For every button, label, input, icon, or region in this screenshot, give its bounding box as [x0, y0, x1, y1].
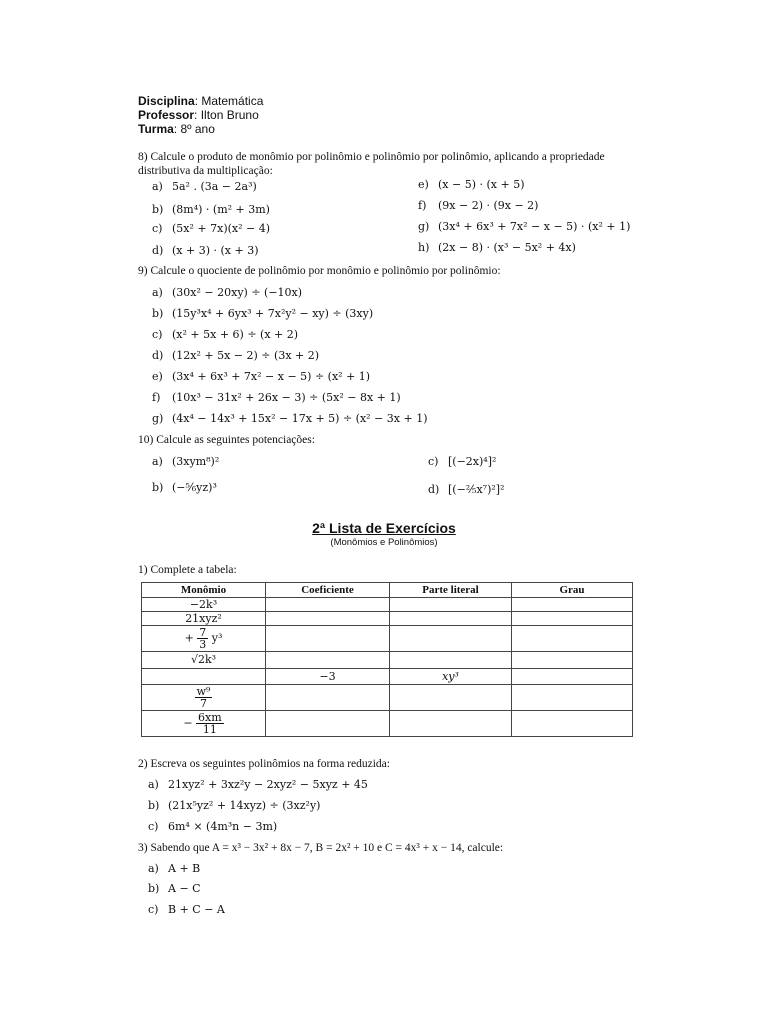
- professor-label: Professor: [138, 108, 195, 122]
- item-expression: [(−2x)⁴]²: [448, 455, 497, 468]
- cell-grau[interactable]: [512, 598, 633, 612]
- table-row: [142, 598, 633, 612]
- cell-monomio: [142, 685, 266, 711]
- question-2: [138, 757, 650, 771]
- item-label: g): [418, 220, 430, 233]
- item-expression: (x + 3) · (x + 3): [172, 244, 259, 257]
- item-expression: (10x³ − 31x² + 26x − 3) ÷ (5x² − 8x + 1): [172, 391, 401, 404]
- fraction-numerator: w⁹: [196, 685, 211, 698]
- item-label: c): [152, 222, 163, 235]
- cell-literal[interactable]: [390, 626, 512, 652]
- cell-grau[interactable]: [512, 711, 633, 737]
- item-expression: 21xyz² + 3xz²y − 2xyz² − 5xyz + 45: [168, 778, 368, 791]
- question-number: 1): [138, 564, 148, 576]
- fraction-denominator: 11: [202, 723, 217, 736]
- cell-coef[interactable]: [266, 711, 390, 737]
- cell-grau[interactable]: [512, 669, 633, 685]
- q3-item-a: [148, 862, 200, 875]
- q10-item-d: [428, 483, 504, 496]
- item-expression: (x − 5) · (x + 5): [438, 178, 525, 191]
- item-label: b): [152, 307, 164, 320]
- item-expression: (3x⁴ + 6x³ + 7x² − x − 5) ÷ (x² + 1): [172, 370, 371, 383]
- item-expression: (15y³x⁴ + 6yx³ + 7x²y² − xy) ÷ (3xy): [172, 307, 374, 320]
- question-10: [138, 433, 650, 447]
- question-1: [138, 563, 650, 577]
- item-label: f): [418, 199, 427, 212]
- cell-literal[interactable]: [390, 685, 512, 711]
- cell-coef[interactable]: [266, 685, 390, 711]
- question-text: Calcule as seguintes potenciações:: [156, 434, 315, 446]
- q2-item-a: [148, 778, 368, 791]
- table-row: [142, 711, 633, 737]
- monomio-sign: +: [184, 631, 194, 645]
- table-header-row: [142, 583, 633, 598]
- cell-monomio: √2k³: [142, 652, 266, 669]
- q3-item-b: [148, 882, 201, 895]
- item-expression: (21x⁵yz² + 14xyz) ÷ (3xz²y): [168, 799, 321, 812]
- table-row: [142, 626, 633, 652]
- item-expression: (9x − 2) · (9x − 2): [438, 199, 539, 212]
- item-expression: (8m⁴) · (m² + 3m): [172, 203, 270, 216]
- item-expression: (−⁵⁄₆yz)³: [172, 481, 217, 494]
- question-8: [138, 150, 650, 178]
- item-label: c): [152, 328, 163, 341]
- list-subtitle: (Monômios e Polinômios): [330, 537, 438, 548]
- q10-item-c: [428, 455, 496, 468]
- cell-coef[interactable]: [266, 598, 390, 612]
- q9-item-g: [152, 412, 427, 425]
- item-label: a): [152, 180, 163, 193]
- class-value: : 8º ano: [173, 122, 215, 136]
- item-label: b): [152, 481, 164, 494]
- table-row: [142, 652, 633, 669]
- cell-coef[interactable]: [266, 652, 390, 669]
- item-label: b): [152, 203, 164, 216]
- discipline-line: [138, 94, 263, 108]
- question-number: 3): [138, 842, 148, 854]
- cell-literal: xy³: [390, 669, 512, 685]
- list-title-block: [0, 520, 768, 548]
- monomio-fraction: [196, 712, 224, 735]
- item-expression: (5x² + 7x)(x² − 4): [172, 222, 271, 235]
- q8-item-g: [418, 220, 630, 233]
- header-monomio: Monômio: [142, 583, 266, 598]
- question-number: 2): [138, 758, 148, 770]
- class-label: Turma: [138, 122, 174, 136]
- cell-monomio: 21xyz²: [142, 612, 266, 626]
- item-expression: (x² + 5x + 6) ÷ (x + 2): [172, 328, 299, 341]
- item-expression: (3x⁴ + 6x³ + 7x² − x − 5) · (x² + 1): [438, 220, 631, 233]
- discipline-label: Disciplina: [138, 94, 195, 108]
- cell-monomio[interactable]: [142, 669, 266, 685]
- q2-item-c: [148, 820, 277, 833]
- cell-grau[interactable]: [512, 626, 633, 652]
- header-coeficiente: Coeficiente: [266, 583, 390, 598]
- monomial-table: [141, 582, 633, 737]
- question-3: [138, 841, 678, 855]
- item-expression: (2x − 8) · (x³ − 5x² + 4x): [438, 241, 576, 254]
- monomio-fraction: [197, 627, 208, 650]
- q9-item-f: [152, 391, 401, 404]
- question-number: 10): [138, 434, 154, 446]
- q8-item-b: [152, 203, 270, 216]
- cell-grau[interactable]: [512, 685, 633, 711]
- q9-item-b: [152, 307, 373, 320]
- item-label: g): [152, 412, 164, 425]
- question-number: 8): [138, 151, 148, 163]
- q8-item-e: [418, 178, 524, 191]
- q8-item-d: [152, 244, 258, 257]
- item-label: e): [418, 178, 429, 191]
- item-expression: 5a² . (3a − 2a³): [172, 180, 257, 193]
- question-text: Calcule o quociente de polinômio por monômio e polinômio por polinômio:: [150, 265, 501, 277]
- header-parte-literal: Parte literal: [390, 583, 512, 598]
- cell-literal[interactable]: [390, 652, 512, 669]
- q10-item-b: [152, 481, 217, 494]
- q8-item-h: [418, 241, 576, 254]
- fraction-denominator: 3: [199, 638, 207, 651]
- cell-literal[interactable]: [390, 598, 512, 612]
- item-expression: A + B: [168, 862, 201, 875]
- q9-item-c: [152, 328, 298, 341]
- q8-item-f: [418, 199, 538, 212]
- monomio-fraction: [195, 686, 213, 709]
- question-9: [138, 264, 650, 278]
- item-label: d): [152, 349, 164, 362]
- item-expression: (4x⁴ − 14x³ + 15x² − 17x + 5) ÷ (x² − 3x + 1): [172, 412, 428, 425]
- question-text: Calcule o produto de monômio por polinômio e polinômio por polinômio, aplicando a propriedade distributiva da multiplicação:: [138, 151, 605, 177]
- fraction-denominator: 7: [199, 697, 207, 710]
- item-label: d): [428, 483, 440, 496]
- item-label: a): [148, 862, 159, 875]
- q9-item-e: [152, 370, 370, 383]
- item-label: a): [152, 455, 163, 468]
- question-number: 9): [138, 265, 148, 277]
- list-title: 2ª Lista de Exercícios: [312, 520, 456, 536]
- item-label: a): [152, 286, 163, 299]
- class-line: [138, 122, 263, 136]
- professor-value: : Ilton Bruno: [194, 108, 259, 122]
- cell-coef: −3: [266, 669, 390, 685]
- q8-item-c: [152, 222, 270, 235]
- cell-monomio: [142, 626, 266, 652]
- item-expression: (12x² + 5x − 2) ÷ (3x + 2): [172, 349, 320, 362]
- item-label: h): [418, 241, 430, 254]
- professor-line: [138, 108, 263, 122]
- table-row: [142, 685, 633, 711]
- item-label: c): [148, 820, 159, 833]
- item-expression: (30x² − 20xy) ÷ (−10x): [172, 286, 303, 299]
- cell-coef[interactable]: [266, 612, 390, 626]
- document-header: [138, 94, 263, 136]
- item-label: e): [152, 370, 163, 383]
- item-expression: B + C − A: [168, 903, 225, 916]
- question-text: Sabendo que A = x³ − 3x² + 8x − 7, B = 2x² + 10 e C = 4x³ + x − 14, calcule:: [150, 842, 504, 854]
- q2-item-b: [148, 799, 320, 812]
- cell-grau[interactable]: [512, 612, 633, 626]
- item-label: a): [148, 778, 159, 791]
- item-expression: 6m⁴ × (4m³n − 3m): [168, 820, 278, 833]
- discipline-value: : Matemática: [194, 94, 264, 108]
- item-label: d): [152, 244, 164, 257]
- item-expression: (3xym⁸)²: [172, 455, 220, 468]
- monomio-sign: −: [183, 716, 193, 730]
- question-text: Complete a tabela:: [150, 564, 237, 576]
- fraction-numerator: 6xm: [198, 711, 222, 724]
- q9-item-a: [152, 286, 302, 299]
- item-label: c): [428, 455, 439, 468]
- cell-literal[interactable]: [390, 612, 512, 626]
- fraction-numerator: 7: [199, 626, 207, 639]
- question-text: Escreva os seguintes polinômios na forma reduzida:: [150, 758, 390, 770]
- item-expression: A − C: [168, 882, 201, 895]
- q8-item-a: [152, 180, 257, 193]
- table-row: [142, 669, 633, 685]
- item-label: b): [148, 882, 160, 895]
- q3-item-c: [148, 903, 225, 916]
- table-row: [142, 612, 633, 626]
- q9-item-d: [152, 349, 319, 362]
- q10-item-a: [152, 455, 219, 468]
- cell-monomio: −2k³: [142, 598, 266, 612]
- item-label: c): [148, 903, 159, 916]
- cell-literal[interactable]: [390, 711, 512, 737]
- cell-monomio: [142, 711, 266, 737]
- item-label: b): [148, 799, 160, 812]
- header-grau: Grau: [512, 583, 633, 598]
- item-expression: [(−²⁄₅x⁷)²]²: [448, 483, 505, 496]
- cell-coef[interactable]: [266, 626, 390, 652]
- item-label: f): [152, 391, 161, 404]
- monomio-variable: y³: [211, 631, 223, 645]
- cell-grau[interactable]: [512, 652, 633, 669]
